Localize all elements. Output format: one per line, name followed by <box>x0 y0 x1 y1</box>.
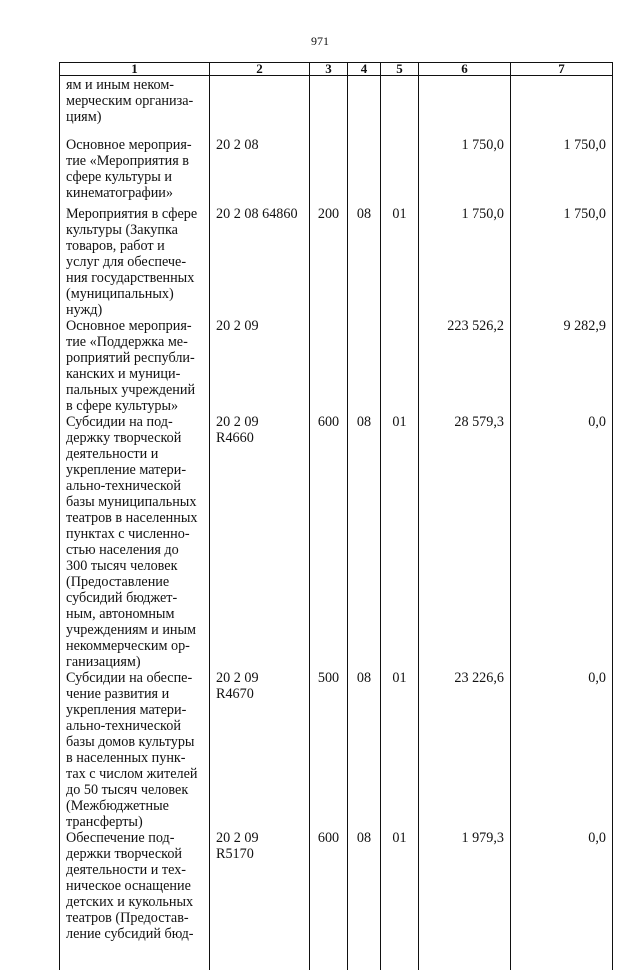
row-sum-2 <box>511 76 613 137</box>
row-code: 20 2 09 R5170 <box>210 830 310 970</box>
row-code <box>210 76 310 137</box>
row-sum-1: 223 526,2 <box>419 318 511 414</box>
row-pr <box>381 137 419 206</box>
row-name: Обеспечение под- держки творческой деятельности и тех- ническое оснащение детских и кукольных театров (Предостав- ление субсидий бюд- <box>60 830 210 970</box>
budget-table <box>59 62 613 970</box>
row-vr: 600 <box>310 830 348 970</box>
table-row <box>60 830 613 970</box>
column-header-4: 4 <box>348 63 381 76</box>
row-code: 20 2 09 R4670 <box>210 670 310 830</box>
row-sum-2: 0,0 <box>511 670 613 830</box>
row-sum-1: 28 579,3 <box>419 414 511 670</box>
row-code: 20 2 09 <box>210 318 310 414</box>
row-pr: 01 <box>381 206 419 318</box>
row-sum-1: 1 979,3 <box>419 830 511 970</box>
row-rz <box>348 318 381 414</box>
row-vr <box>310 137 348 206</box>
row-sum-2: 1 750,0 <box>511 137 613 206</box>
table-row <box>60 670 613 830</box>
row-rz <box>348 76 381 137</box>
row-sum-2: 0,0 <box>511 830 613 970</box>
row-pr <box>381 318 419 414</box>
row-sum-2: 1 750,0 <box>511 206 613 318</box>
row-vr: 200 <box>310 206 348 318</box>
row-vr: 500 <box>310 670 348 830</box>
column-header-6: 6 <box>419 63 511 76</box>
table-row <box>60 137 613 206</box>
header-row <box>60 63 613 76</box>
row-code: 20 2 08 64860 <box>210 206 310 318</box>
row-pr: 01 <box>381 414 419 670</box>
row-name: Субсидии на обеспе- чение развития и укрепления матери- ально-технической базы домов культуры в населенных пунк- тах с числом жителей до 50 тысяч человек (Межбюджетные трансферты) <box>60 670 210 830</box>
row-rz: 08 <box>348 414 381 670</box>
row-name: ям и иным неком- мерческим организа- циям) <box>60 76 210 137</box>
row-vr: 600 <box>310 414 348 670</box>
row-sum-1: 1 750,0 <box>419 137 511 206</box>
row-name: Мероприятия в сфере культуры (Закупка товаров, работ и услуг для обеспече- ния государственных (муниципальных) нужд) <box>60 206 210 318</box>
row-code: 20 2 09 R4660 <box>210 414 310 670</box>
row-vr <box>310 318 348 414</box>
column-header-1: 1 <box>60 63 210 76</box>
row-rz <box>348 137 381 206</box>
table-row <box>60 76 613 137</box>
row-pr: 01 <box>381 830 419 970</box>
row-pr: 01 <box>381 670 419 830</box>
row-name: Основное мероприя- тие «Поддержка ме- роприятий республи- канских и муници- пальных учреждений в сфере культуры» <box>60 318 210 414</box>
row-sum-1 <box>419 76 511 137</box>
row-rz: 08 <box>348 670 381 830</box>
column-header-5: 5 <box>381 63 419 76</box>
table-row <box>60 206 613 318</box>
row-sum-2: 0,0 <box>511 414 613 670</box>
row-vr <box>310 76 348 137</box>
row-pr <box>381 76 419 137</box>
column-header-7: 7 <box>511 63 613 76</box>
row-code: 20 2 08 <box>210 137 310 206</box>
table-row <box>60 414 613 670</box>
table-row <box>60 318 613 414</box>
row-sum-1: 23 226,6 <box>419 670 511 830</box>
table-body <box>60 76 613 970</box>
row-name: Субсидии на под- держку творческой деятельности и укрепление матери- ально-технической базы муниципальных театров в населенных пунктах с численно- стью населения до 300 тысяч человек (Предоставление субсидий бюджет- ным, автономным учреждениям и иным некоммерческим ор- ганизациям) <box>60 414 210 670</box>
budget-table-container <box>59 61 612 942</box>
row-rz: 08 <box>348 206 381 318</box>
row-sum-2: 9 282,9 <box>511 318 613 414</box>
row-rz: 08 <box>348 830 381 970</box>
row-sum-1: 1 750,0 <box>419 206 511 318</box>
column-header-2: 2 <box>210 63 310 76</box>
column-header-3: 3 <box>310 63 348 76</box>
table-header <box>60 63 613 76</box>
row-name: Основное мероприя- тие «Мероприятия в сфере культуры и кинематографии» <box>60 137 210 206</box>
page-number: 971 <box>311 34 329 48</box>
